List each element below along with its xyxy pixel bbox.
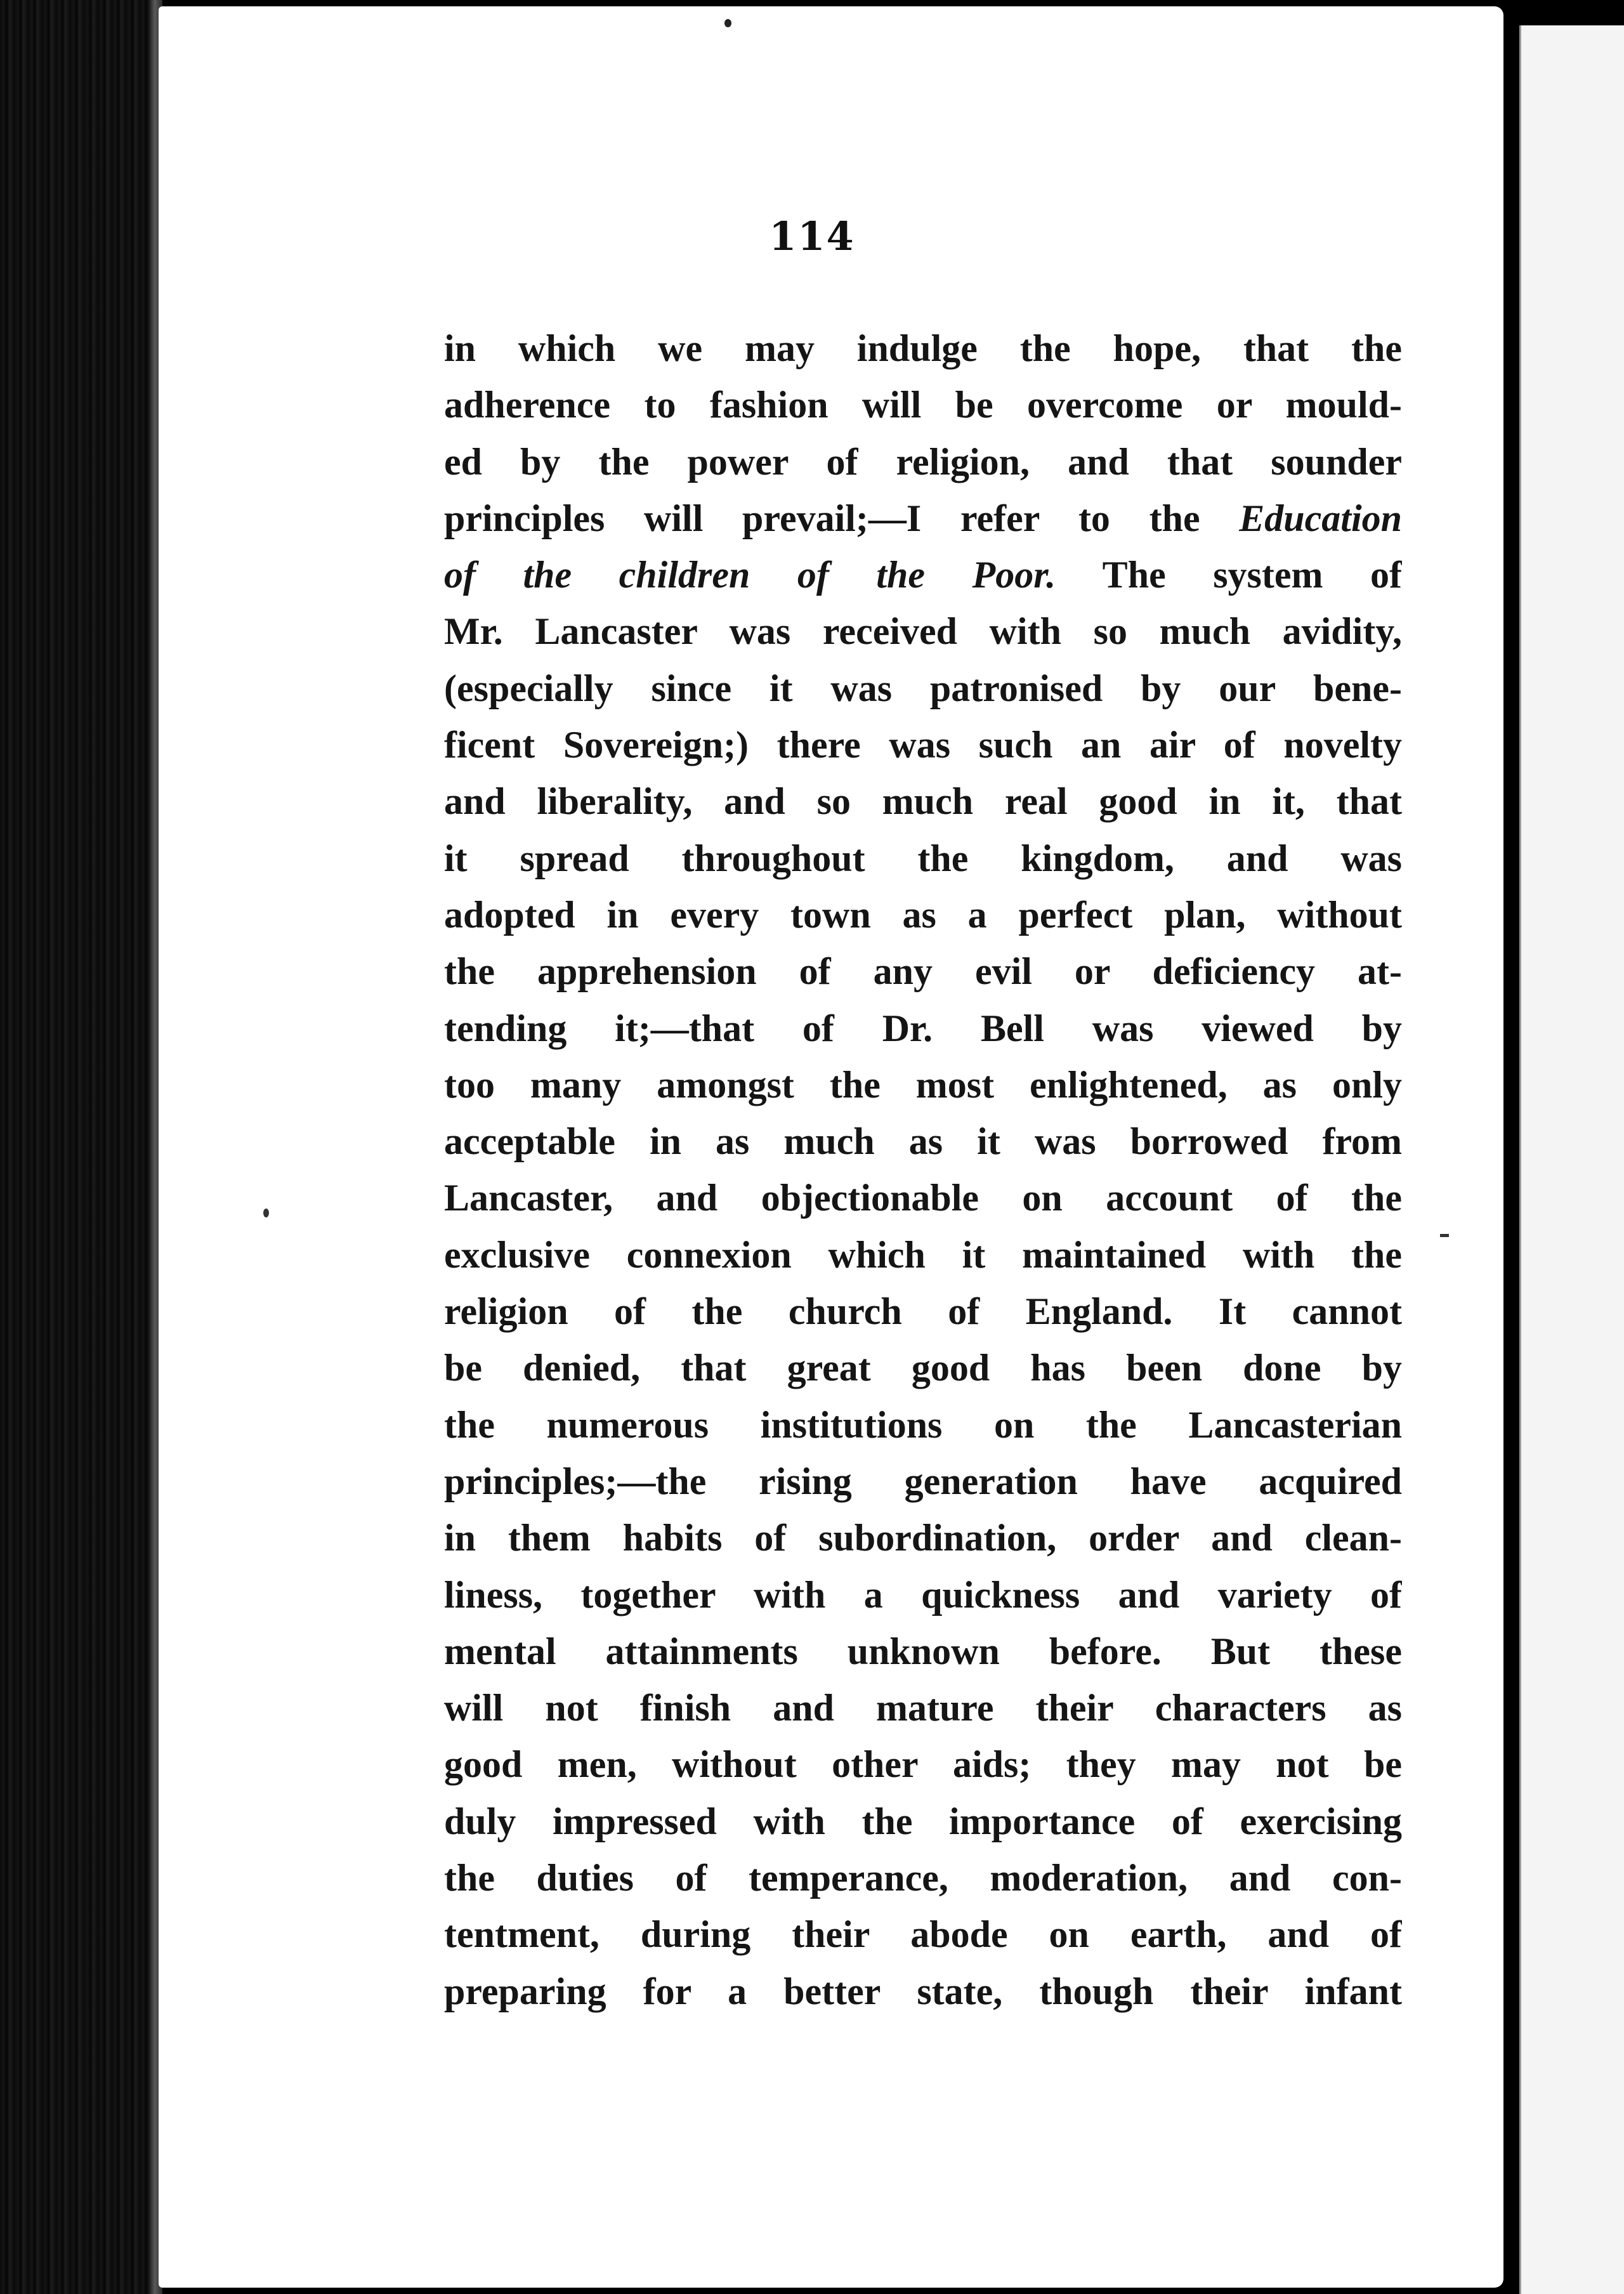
text-segment: principles;—the rising generation have acquired bbox=[444, 1460, 1402, 1502]
body-text bbox=[444, 320, 1402, 2020]
text-segment: it spread throughout the kingdom, and was bbox=[444, 837, 1402, 879]
italic-text-segment: of the children of the Poor. bbox=[444, 554, 1056, 596]
text-line bbox=[444, 490, 1402, 547]
text-line bbox=[444, 1850, 1402, 1906]
text-line bbox=[444, 1397, 1402, 1453]
text-segment: and liberality, and so much real good in it, that bbox=[444, 780, 1402, 823]
text-segment: mental attainments unknown before. But these bbox=[444, 1630, 1402, 1672]
text-line bbox=[444, 717, 1402, 773]
text-line bbox=[444, 660, 1402, 717]
text-segment: good men, without other aids; they may not be bbox=[444, 1743, 1402, 1786]
text-segment: preparing for a better state, though their infant bbox=[444, 1970, 1402, 2012]
text-line bbox=[444, 1227, 1402, 1283]
text-segment: be denied, that great good has been done by bbox=[444, 1347, 1402, 1389]
text-line bbox=[444, 1283, 1402, 1340]
text-line bbox=[444, 1113, 1402, 1170]
text-segment: in them habits of subordination, order and clean- bbox=[444, 1517, 1402, 1559]
text-segment: Lancaster, and objectionable on account of the bbox=[444, 1177, 1402, 1219]
text-segment: ed by the power of religion, and that sounder bbox=[444, 440, 1402, 483]
text-line bbox=[444, 1170, 1402, 1226]
text-line bbox=[444, 1453, 1402, 1510]
text-segment: acceptable in as much as it was borrowed from bbox=[444, 1120, 1402, 1163]
text-line bbox=[444, 943, 1402, 1000]
text-segment: exclusive connexion which it maintained with the bbox=[444, 1233, 1402, 1276]
text-line bbox=[444, 1963, 1402, 2020]
text-line bbox=[444, 830, 1402, 887]
text-line bbox=[444, 1510, 1402, 1566]
text-line bbox=[444, 773, 1402, 830]
text-line bbox=[444, 1793, 1402, 1850]
text-line bbox=[444, 1000, 1402, 1057]
ink-speck bbox=[724, 19, 731, 27]
text-segment: liness, together with a quickness and variety of bbox=[444, 1573, 1402, 1616]
text-segment: principles will prevail;—I refer to the bbox=[444, 497, 1240, 539]
text-line bbox=[444, 1736, 1402, 1793]
text-line bbox=[444, 1057, 1402, 1113]
text-segment: will not finish and mature their characters as bbox=[444, 1687, 1402, 1729]
text-segment: tentment, during their abode on earth, and of bbox=[444, 1913, 1402, 1956]
text-line bbox=[444, 320, 1402, 377]
text-line bbox=[444, 603, 1402, 660]
text-segment: in which we may indulge the hope, that the bbox=[444, 327, 1402, 369]
text-segment: religion of the church of England. It cannot bbox=[444, 1290, 1402, 1333]
text-line bbox=[444, 1623, 1402, 1680]
text-segment: the apprehension of any evil or deficiency at- bbox=[444, 950, 1402, 993]
text-line bbox=[444, 434, 1402, 490]
text-line bbox=[444, 1680, 1402, 1736]
text-segment: adherence to fashion will be overcome or mould- bbox=[444, 384, 1402, 426]
italic-text-segment: Education bbox=[1239, 497, 1402, 539]
book-spine bbox=[0, 0, 152, 2294]
text-segment: duly impressed with the importance of exercising bbox=[444, 1800, 1402, 1842]
page-number: 114 bbox=[769, 213, 855, 259]
text-segment: the duties of temperance, moderation, and con- bbox=[444, 1857, 1402, 1899]
text-line bbox=[444, 1340, 1402, 1396]
text-line bbox=[444, 547, 1402, 603]
ink-speck bbox=[1440, 1234, 1449, 1237]
text-segment: too many amongst the most enlightened, as only bbox=[444, 1063, 1402, 1106]
text-segment: tending it;—that of Dr. Bell was viewed by bbox=[444, 1007, 1402, 1049]
text-line bbox=[444, 1567, 1402, 1623]
text-line bbox=[444, 1906, 1402, 1963]
text-segment: ficent Sovereign;) there was such an air of novelty bbox=[444, 724, 1402, 766]
ink-speck bbox=[263, 1209, 269, 1217]
text-line bbox=[444, 377, 1402, 433]
text-segment: adopted in every town as a perfect plan, without bbox=[444, 893, 1402, 936]
facing-page-edge bbox=[1519, 25, 1624, 2294]
text-segment: Mr. Lancaster was received with so much avidity, bbox=[444, 610, 1402, 653]
text-segment: the numerous institutions on the Lancasterian bbox=[444, 1403, 1402, 1446]
text-segment: (especially since it was patronised by our bene- bbox=[444, 667, 1402, 709]
text-segment: The system of bbox=[1056, 554, 1402, 596]
text-line bbox=[444, 887, 1402, 943]
